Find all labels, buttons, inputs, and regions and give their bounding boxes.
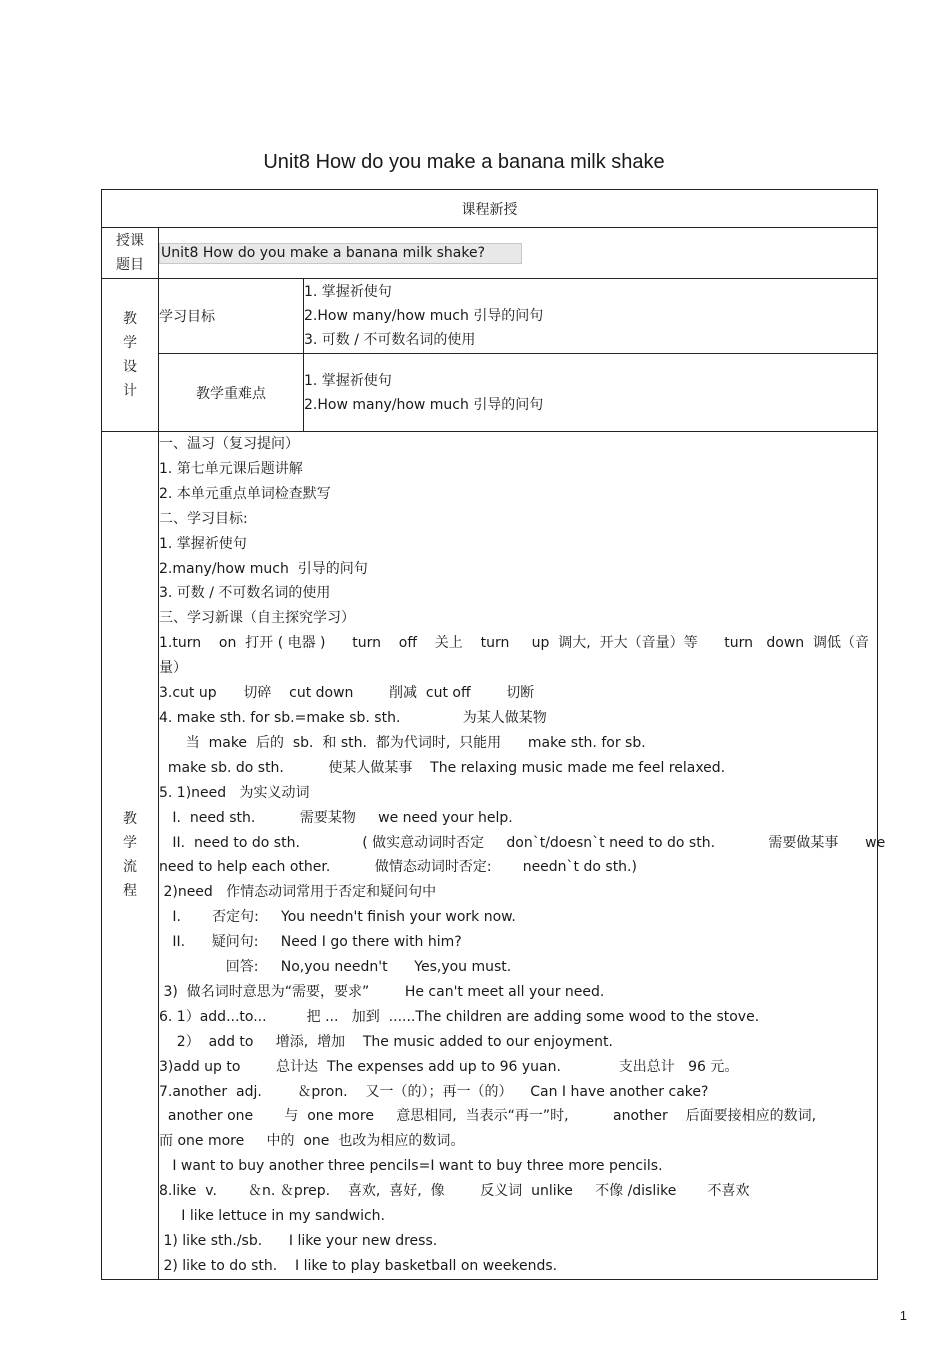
- goal-item: 3. 可数 / 不可数名词的使用: [304, 332, 476, 348]
- flow-line: 二、学习目标:: [159, 510, 248, 527]
- flow-line: 3.cut up 切碎 cut down 削减 cut off 切断: [159, 685, 535, 702]
- keypoint-item: 1. 掌握祈使句: [304, 372, 392, 389]
- goals-list: [304, 279, 878, 354]
- topic-label: 授课 题目: [102, 228, 159, 279]
- flow-line: 2) like to do sth. I like to play basketball on weekends.: [159, 1257, 558, 1274]
- flow-line: 7.another adj. ＆pron. 又一（的）；再一（的） Can I have another cake?: [159, 1083, 709, 1100]
- flow-line: 量）: [159, 660, 187, 677]
- keypoints-list: [304, 354, 878, 432]
- flow-line: 8.like v. ＆n. ＆prep. 喜欢, 喜好, 像 反义词 unlike 不像 /dislike 不喜欢: [159, 1183, 750, 1200]
- flow-line: 2)need 作情态动词常用于否定和疑问句中: [159, 884, 437, 901]
- flow-line: II. need to do sth. ( 做实意动词时否定 don`t/doesn`t need to do sth. 需要做某事 we: [159, 834, 886, 851]
- flow-line: I. 否定句: You needn't finish your work now.: [159, 909, 516, 926]
- document-title: Unit8 How do you make a banana milk shake: [263, 151, 665, 173]
- flow-line: 6. 1）add...to... 把 ... 加到 ......The children are adding some wood to the stove.: [159, 1008, 760, 1025]
- goals-row: [102, 279, 878, 354]
- flow-line: 2.many/how much 引导的问句: [159, 560, 368, 577]
- flow-line: 三、学习新课（自主探究学习）: [159, 610, 355, 627]
- flow-line: 当 make 后的 sb. 和 sth. 都为代词时, 只能用 make sth. for sb.: [159, 734, 646, 751]
- flow-line: another one 与 one more 意思相同, 当表示“再一”时, another 后面要接相应的数词,: [159, 1108, 817, 1125]
- flow-line: need to help each other. 做情态动词时否定: needn`t do sth.): [159, 859, 637, 876]
- goal-item: 2.How many/how much 引导的问句: [304, 308, 544, 324]
- flow-line: I want to buy another three pencils=I want to buy three more pencils.: [159, 1158, 663, 1175]
- flow-line: 回答: No,you needn't Yes,you must.: [159, 959, 512, 976]
- flow-line: 一、温习（复习提问）: [159, 436, 299, 452]
- goals-label: 学习目标: [159, 279, 304, 354]
- flow-line: 3. 可数 / 不可数名词的使用: [159, 585, 331, 602]
- flow-line: 1. 第七单元课后题讲解: [159, 460, 303, 477]
- flow-row: [102, 432, 878, 1280]
- lesson-plan-table: [101, 189, 886, 1280]
- page-number: 1: [899, 1308, 907, 1323]
- flow-line: 3) 做名词时意思为“需要，要求” He can't meet all your need.: [159, 983, 605, 1000]
- flow-content: [159, 432, 886, 1280]
- flow-line: 4. make sth. for sb.=make sb. sth. 为某人做某物: [159, 709, 547, 726]
- topic-cell: [159, 228, 878, 279]
- keypoints-label: 教学重难点: [159, 354, 304, 432]
- flow-line: I. need sth. 需要某物 we need your help.: [159, 809, 513, 826]
- flow-line: 1.turn on 打开 ( 电器 ) turn off 关上 turn up 调大, 开大（音量）等 turn down 调低（音: [159, 635, 870, 652]
- keypoints-row: [102, 354, 878, 432]
- section-header: 课程新授: [102, 190, 878, 228]
- design-label: 教 学 设 计: [102, 279, 159, 432]
- flow-label: 教 学 流 程: [102, 432, 159, 1280]
- flow-line: 2） add to 增添, 增加 The music added to our enjoyment.: [159, 1033, 613, 1050]
- flow-line: 5. 1)need 为实义动词: [159, 784, 310, 801]
- topic-value-field: Unit8 How do you make a banana milk shake?: [159, 243, 522, 264]
- flow-line: 1. 掌握祈使句: [159, 535, 247, 552]
- keypoint-item: 2.How many/how much 引导的问句: [304, 396, 544, 413]
- flow-line: 3)add up to 总计达 The expenses add up to 96 yuan. 支出总计 96 元。: [159, 1058, 739, 1075]
- flow-line: II. 疑问句: Need I go there with him?: [159, 934, 462, 951]
- flow-line: I like lettuce in my sandwich.: [159, 1208, 385, 1225]
- topic-row: [102, 228, 878, 279]
- flow-line: make sb. do sth. 使某人做某事 The relaxing music made me feel relaxed.: [159, 759, 726, 776]
- flow-line: 2. 本单元重点单词检查默写: [159, 485, 331, 502]
- goal-item: 1. 掌握祈使句: [304, 284, 392, 300]
- table-header-row: [102, 190, 878, 228]
- flow-line: 1) like sth./sb. I like your new dress.: [159, 1233, 438, 1249]
- flow-line: 而 one more 中的 one 也改为相应的数词。: [159, 1133, 465, 1150]
